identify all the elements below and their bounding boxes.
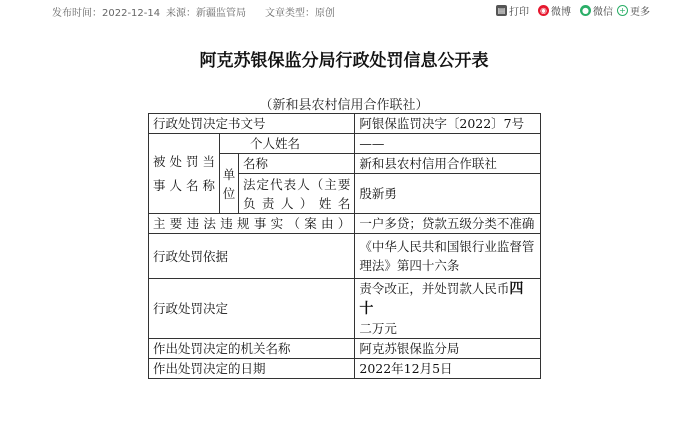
table-row xyxy=(149,234,541,279)
subtitle: （新和县农村信用合作联社） xyxy=(259,98,429,113)
unit-name-label: 名称 xyxy=(239,154,355,174)
print-label: 打印 xyxy=(509,7,529,18)
decision-text-a: 责令改正，并处罚款人民币 xyxy=(359,281,510,296)
table-row xyxy=(149,134,541,154)
meta-bar xyxy=(0,0,688,22)
authority-label: 作出处罚决定的机关名称 xyxy=(149,339,355,359)
table-row xyxy=(149,359,541,379)
decision-label: 行政处罚决定 xyxy=(149,279,355,339)
print-button[interactable] xyxy=(496,3,529,18)
printer-icon: ▤ xyxy=(497,6,506,15)
doc-number-label: 行政处罚决定书文号 xyxy=(149,114,355,134)
date-label: 作出处罚决定的日期 xyxy=(149,359,355,379)
table-row xyxy=(149,214,541,234)
page-title: 阿克苏银保监分局行政处罚信息公开表 xyxy=(199,51,489,71)
basis-value: 《中华人民共和国银行业监督管理法》第四十六条 xyxy=(355,234,541,279)
party-label: 被处罚当事人名称 xyxy=(149,134,220,214)
person-name-value: —— xyxy=(355,134,541,154)
decision-value xyxy=(355,279,541,339)
table-row xyxy=(149,114,541,134)
legal-rep-value: 殷新勇 xyxy=(355,174,541,214)
table-row xyxy=(149,279,541,339)
wechat-icon: ● xyxy=(580,5,591,16)
doc-number-value: 阿银保监罚决字〔2022〕7号 xyxy=(355,114,541,134)
facts-value: 一户多贷；贷款五级分类不准确 xyxy=(355,214,541,234)
weibo-share-button[interactable] xyxy=(538,3,571,18)
date-value: 2022年12月5日 xyxy=(355,359,541,379)
wechat-label: 微信 xyxy=(593,7,613,18)
plus-icon: + xyxy=(617,5,628,16)
facts-label: 主要违法违规事实（案由） xyxy=(149,214,355,234)
unit-name-value: 新和县农村信用合作联社 xyxy=(355,154,541,174)
source: 来源：新疆监管局 xyxy=(166,8,246,19)
weibo-icon: ◉ xyxy=(538,5,549,16)
wechat-share-button[interactable] xyxy=(580,3,613,18)
publish-time: 发布时间：2022-12-14 xyxy=(52,8,161,19)
authority-value: 阿克苏银保监分局 xyxy=(355,339,541,359)
weibo-label: 微博 xyxy=(551,7,571,18)
article-type: 文章类型：原创 xyxy=(265,8,335,19)
penalty-info-table xyxy=(148,113,541,379)
decision-amount-bold: 四十 xyxy=(359,281,524,317)
decision-text-c: 二万元 xyxy=(359,321,397,336)
more-button[interactable] xyxy=(617,3,650,18)
person-name-label: 个人姓名 xyxy=(220,134,355,154)
more-label: 更多 xyxy=(630,7,650,18)
unit-label: 单位 xyxy=(220,154,239,214)
legal-rep-label: 法定代表人（主要负责人）姓名 xyxy=(239,174,355,214)
table-row xyxy=(149,339,541,359)
basis-label: 行政处罚依据 xyxy=(149,234,355,279)
